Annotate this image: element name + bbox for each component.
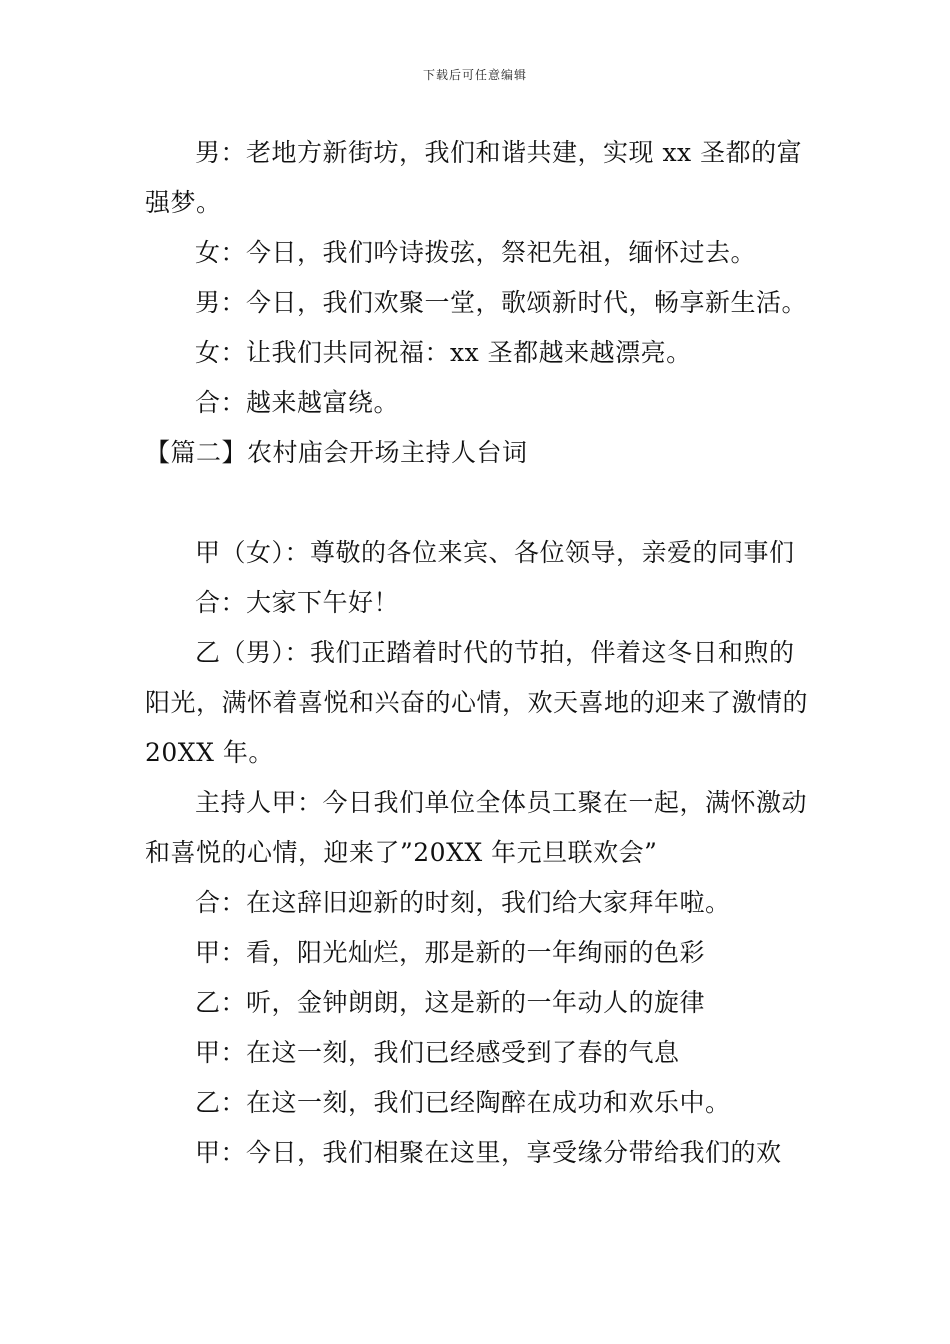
document-body bbox=[145, 128, 810, 1178]
blank-line bbox=[145, 478, 810, 528]
paragraph: 合：在这辞旧迎新的时刻，我们给大家拜年啦。 bbox=[195, 888, 731, 917]
paragraph: 甲：今日，我们相聚在这里，享受缘分带给我们的欢 bbox=[195, 1138, 782, 1167]
paragraph: 乙：在这一刻，我们已经陶醉在成功和欢乐中。 bbox=[195, 1088, 731, 1117]
paragraph: 女：今日，我们吟诗拨弦，祭祀先祖，缅怀过去。 bbox=[195, 238, 757, 267]
paragraph: 主持人甲：今日我们单位全体员工聚在一起，满怀激动和喜悦的心情，迎来了”20XX 年元旦联欢会” bbox=[145, 788, 808, 867]
paragraph: 合：大家下午好！ bbox=[195, 588, 400, 617]
paragraph: 甲（女）：尊敬的各位来宾、各位领导，亲爱的同事们 bbox=[195, 538, 795, 567]
paragraph: 乙：听，金钟朗朗，这是新的一年动人的旋律 bbox=[195, 988, 706, 1017]
paragraph: 男：老地方新街坊，我们和谐共建，实现 xx 圣都的富强梦。 bbox=[145, 138, 803, 217]
page-header-note: 下载后可任意编辑 bbox=[422, 68, 527, 82]
paragraph: 男：今日，我们欢聚一堂，歌颂新时代，畅享新生活。 bbox=[195, 288, 808, 317]
section-heading: 【篇二】农村庙会开场主持人台词 bbox=[145, 438, 528, 467]
paragraph: 女：让我们共同祝福：xx 圣都越来越漂亮。 bbox=[195, 338, 692, 367]
paragraph: 甲：看，阳光灿烂，那是新的一年绚丽的色彩 bbox=[195, 938, 706, 967]
paragraph: 甲：在这一刻，我们已经感受到了春的气息 bbox=[195, 1038, 680, 1067]
paragraph: 合：越来越富绕。 bbox=[195, 388, 400, 417]
paragraph: 乙（男）：我们正踏着时代的节拍，伴着这冬日和煦的阳光，满怀着喜悦和兴奋的心情，欢天喜地的迎来了激情的 20XX 年。 bbox=[145, 638, 809, 767]
